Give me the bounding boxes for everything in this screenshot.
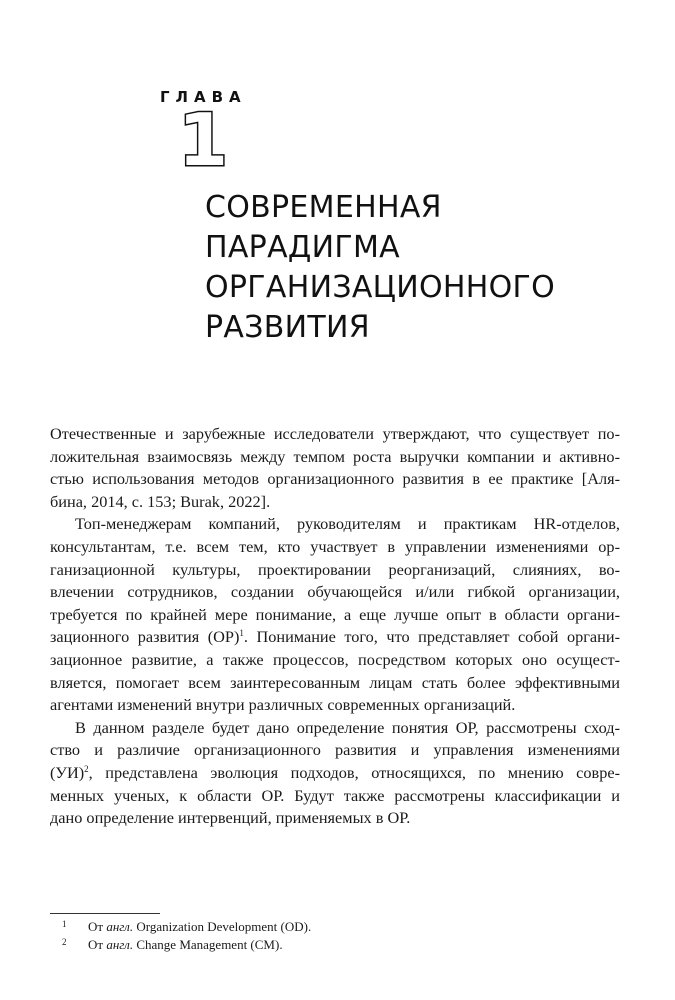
- footnote-number: 1: [62, 919, 67, 929]
- chapter-title-line: ОРГАНИЗАЦИОННОГО: [205, 270, 556, 305]
- text-line: стью использования методов организационного развития в ее практике [Аля-: [50, 469, 620, 489]
- chapter-title: [205, 188, 625, 348]
- text-line: вляется, помогает всем заинтересованным лицам стать более эффективными: [50, 672, 620, 692]
- text-line: Топ-менеджерам компаний, руководителям и практикам HR-отделов,: [75, 514, 620, 534]
- footnote-prefix: От: [88, 937, 107, 952]
- text-segment: зационного развития (ОР): [50, 627, 240, 647]
- text-segment: , представлена эволюция подходов, относящихся, по мнению совре-: [88, 762, 620, 782]
- text-line: менных ученых, к области ОР. Будут также рассмотрены классификации и: [50, 785, 620, 805]
- chapter-title-line: РАЗВИТИЯ: [205, 310, 370, 345]
- footnote-body: Change Management (CM).: [133, 937, 283, 952]
- footnote-italic: англ.: [106, 937, 134, 952]
- text-line: влечении сотрудников, создании обучающейся и/или гибкой организации,: [50, 582, 620, 602]
- text-line: зационное развитие, а также процессов, посредством которых оно осущест-: [50, 649, 620, 669]
- footnotes: [50, 918, 610, 954]
- text-line: ство и различие организационного развития и управления изменениями: [50, 740, 620, 760]
- text-line: ганизационной культуры, проектировании реорганизаций, слияниях, во-: [50, 559, 620, 579]
- footnote: [50, 918, 610, 936]
- text-segment: . Понимание того, что представляет собой органи-: [243, 627, 620, 647]
- footnote-text: [88, 918, 311, 936]
- text-line: бина, 2014, с. 153; Burak, 2022].: [50, 491, 271, 511]
- text-segment: (УИ): [50, 762, 85, 782]
- text-line: дано определение интервенций, применяемых в ОР.: [50, 808, 411, 828]
- text-line: [50, 762, 620, 785]
- footnote-divider: [50, 913, 160, 914]
- chapter-number: 1: [178, 98, 229, 182]
- footnote-ref[interactable]: 1: [239, 628, 244, 639]
- footnote-number: 2: [62, 937, 67, 947]
- text-line: консультантам, т.е. всем тем, кто участвует в управлении изменениями ор-: [50, 536, 620, 556]
- text-line: требуется по крайней мере понимание, а еще лучше опыт в области органи-: [50, 604, 620, 624]
- footnote-prefix: От: [88, 919, 107, 934]
- body-text: [50, 423, 620, 830]
- text-line: агентами изменений внутри различных современных организаций.: [50, 695, 516, 715]
- footnote-body: Organization Development (OD).: [133, 919, 312, 934]
- text-line: В данном разделе будет дано определение понятия ОР, рассмотрены сход-: [75, 717, 620, 737]
- footnote: [50, 936, 610, 954]
- chapter-label: ГЛАВА: [160, 88, 247, 106]
- text-line: [50, 626, 620, 649]
- footnote-ref[interactable]: 2: [84, 763, 89, 774]
- text-line: Отечественные и зарубежные исследователи утверждают, что существует по-: [50, 424, 620, 443]
- footnote-italic: англ.: [106, 919, 134, 934]
- text-line: ложительная взаимосвязь между темпом роста выручки компании и активно-: [50, 446, 620, 466]
- chapter-title-line: ПАРАДИГМА: [205, 230, 400, 265]
- chapter-title-line: СОВРЕМЕННАЯ: [205, 190, 442, 225]
- footnote-text: [88, 936, 283, 954]
